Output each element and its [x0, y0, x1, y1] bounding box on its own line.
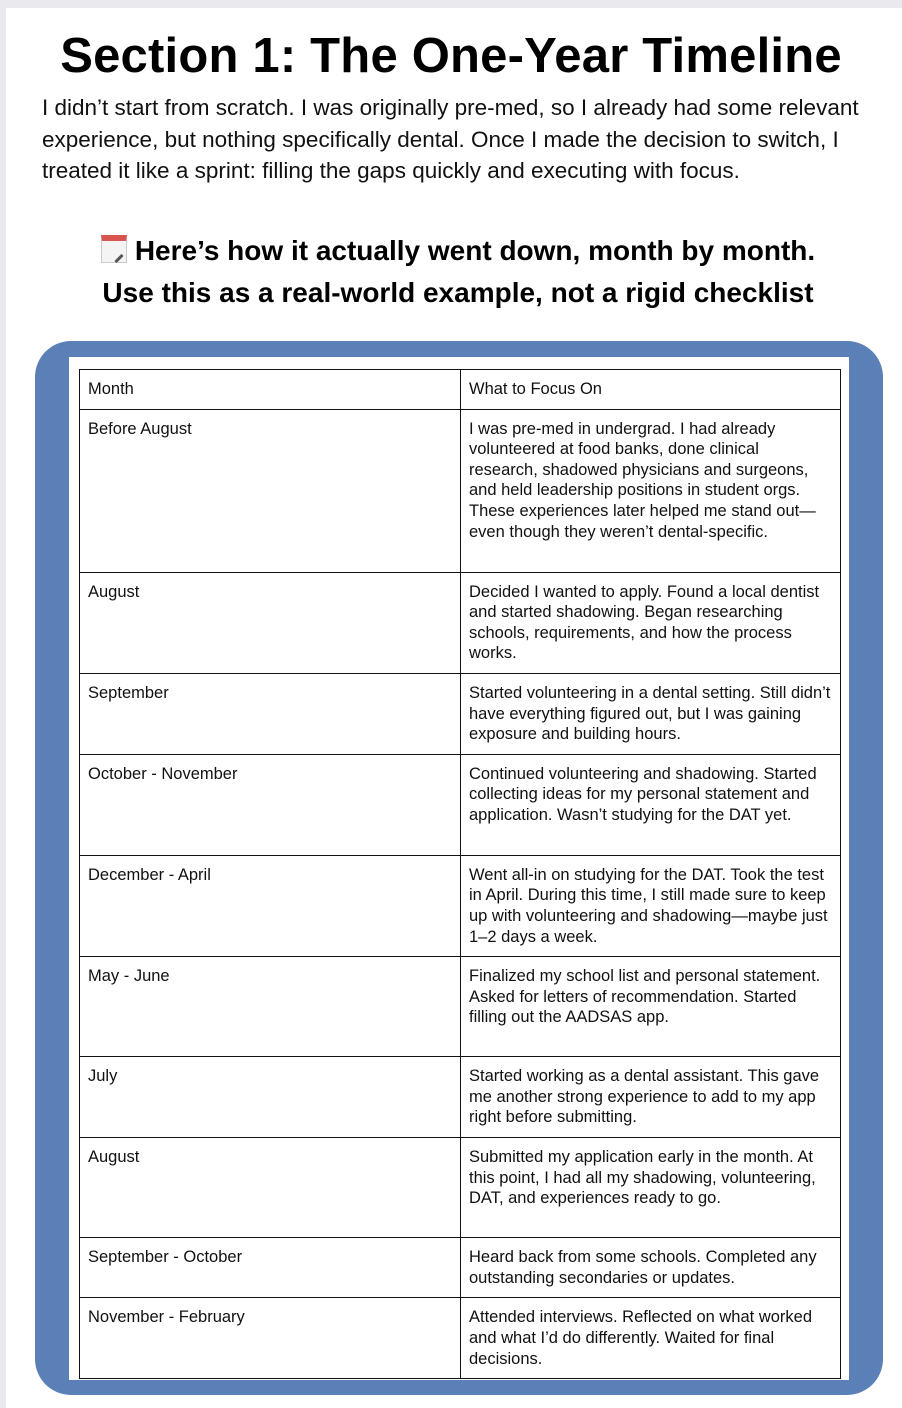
- focus-cell: Went all-in on studying for the DAT. Took the test in April. During this time, I still made sure to keep up with volunteering and shadowing—maybe just 1–2 days a week.: [461, 855, 841, 956]
- month-cell: December - April: [80, 855, 461, 956]
- table-header-row: [80, 370, 841, 410]
- table-row: [80, 1138, 841, 1238]
- focus-cell: Started volunteering in a dental setting. Still didn’t have everything figured out, but I was gaining exposure and building hours.: [461, 673, 841, 754]
- table-row: [80, 1238, 841, 1298]
- focus-cell: Submitted my application early in the month. At this point, I had all my shadowing, volunteering, DAT, and experiences ready to go.: [461, 1138, 841, 1238]
- month-cell: October - November: [80, 754, 461, 855]
- table-row: [80, 855, 841, 956]
- focus-cell: Attended interviews. Reflected on what worked and what I’d do differently. Waited for final decisions.: [461, 1298, 841, 1379]
- calendar-icon: [101, 235, 127, 263]
- month-cell: Before August: [80, 409, 461, 572]
- header-month: Month: [80, 370, 461, 410]
- header-focus: What to Focus On: [461, 370, 841, 410]
- focus-cell: Continued volunteering and shadowing. Started collecting ideas for my personal statement and application. Wasn’t studying for the DAT yet.: [461, 754, 841, 855]
- table-row: [80, 1298, 841, 1379]
- focus-cell: Heard back from some schools. Completed any outstanding secondaries or updates.: [461, 1238, 841, 1298]
- timeline-table: [79, 369, 841, 1379]
- page-title: Section 1: The One-Year Timeline: [60, 29, 842, 83]
- table-row: [80, 754, 841, 855]
- table-row: [80, 572, 841, 673]
- table-row: [80, 957, 841, 1057]
- table-row: [80, 409, 841, 572]
- subheading: [0, 230, 902, 314]
- focus-cell: Started working as a dental assistant. This gave me another strong experience to add to my app right before submitting.: [461, 1057, 841, 1138]
- table-row: [80, 673, 841, 754]
- month-cell: August: [80, 1138, 461, 1238]
- month-cell: November - February: [80, 1298, 461, 1379]
- focus-cell: I was pre-med in undergrad. I had already volunteered at food banks, done clinical research, shadowed physicians and surgeons, and held leadership positions in student orgs. These experiences later helped me stand out—even though they weren’t dental-specific.: [461, 409, 841, 572]
- month-cell: September: [80, 673, 461, 754]
- month-cell: May - June: [80, 957, 461, 1057]
- month-cell: August: [80, 572, 461, 673]
- focus-cell: Finalized my school list and personal statement. Asked for letters of recommendation. Started filling out the AADSAS app.: [461, 957, 841, 1057]
- focus-cell: Decided I wanted to apply. Found a local dentist and started shadowing. Began researching schools, requirements, and how the process works.: [461, 572, 841, 673]
- subheading-line-1: Here’s how it actually went down, month by month.: [134, 235, 816, 266]
- table-row: [80, 1057, 841, 1138]
- month-cell: July: [80, 1057, 461, 1138]
- month-cell: September - October: [80, 1238, 461, 1298]
- subheading-line-2: Use this as a real-world example, not a rigid checklist: [102, 277, 814, 308]
- intro-paragraph: I didn’t start from scratch. I was originally pre-med, so I already had some relevant experience, but nothing specifically dental. Once I made the decision to switch, I treated it like a sprint: filling the gaps quickly and executing with focus.: [42, 95, 859, 183]
